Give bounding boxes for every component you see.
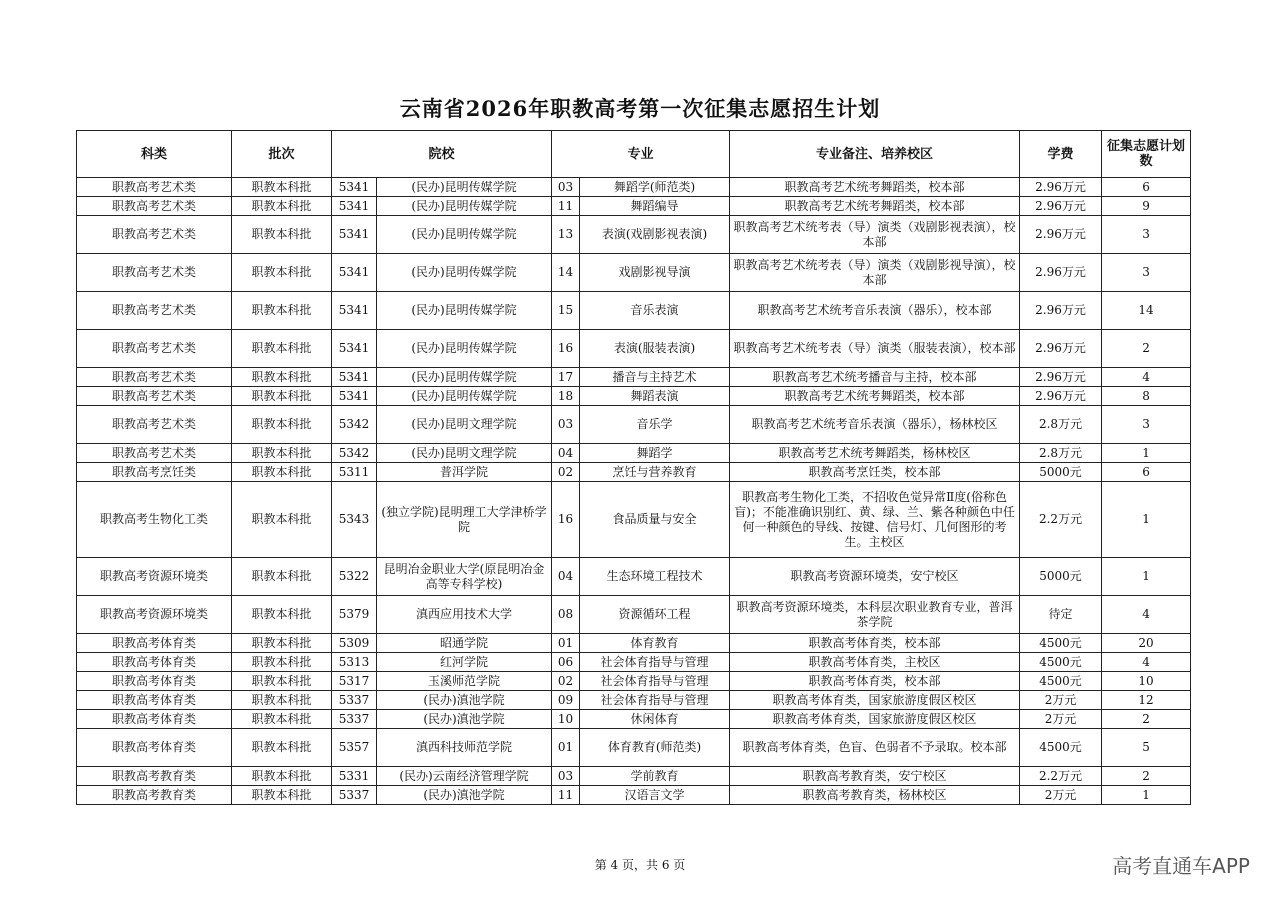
- cell-school-code: 5311: [332, 463, 377, 482]
- cell-notes: 职教高考艺术统考舞蹈类，校本部: [730, 178, 1020, 197]
- cell-school-code: 5342: [332, 444, 377, 463]
- cell-school-code: 5337: [332, 710, 377, 729]
- cell-fee: 2万元: [1020, 710, 1102, 729]
- cell-plan-count: 3: [1102, 216, 1191, 254]
- cell-major-code: 15: [552, 292, 580, 330]
- cell-major-code: 01: [552, 634, 580, 653]
- cell-school-code: 5309: [332, 634, 377, 653]
- table-row: [77, 254, 1191, 292]
- cell-batch: 职教本科批: [232, 292, 332, 330]
- cell-fee: 2.2万元: [1020, 767, 1102, 786]
- cell-school-name: 普洱学院: [377, 463, 552, 482]
- cell-major-name: 资源循环工程: [580, 596, 730, 634]
- cell-major-name: 舞蹈学(师范类): [580, 178, 730, 197]
- cell-school-name: 昭通学院: [377, 634, 552, 653]
- table-row: [77, 482, 1191, 558]
- cell-category: 职教高考资源环境类: [77, 596, 232, 634]
- header-fee: 学费: [1020, 131, 1102, 178]
- cell-batch: 职教本科批: [232, 634, 332, 653]
- cell-school-name: (民办)昆明传媒学院: [377, 292, 552, 330]
- cell-notes: 职教高考教育类，安宁校区: [730, 767, 1020, 786]
- cell-batch: 职教本科批: [232, 254, 332, 292]
- cell-fee: 2.8万元: [1020, 444, 1102, 463]
- cell-major-code: 01: [552, 729, 580, 767]
- cell-plan-count: 2: [1102, 767, 1191, 786]
- cell-fee: 4500元: [1020, 672, 1102, 691]
- cell-plan-count: 1: [1102, 786, 1191, 805]
- cell-category: 职教高考艺术类: [77, 216, 232, 254]
- table-row: [77, 368, 1191, 387]
- cell-batch: 职教本科批: [232, 387, 332, 406]
- table-row: [77, 786, 1191, 805]
- table-row: [77, 197, 1191, 216]
- table-row: [77, 767, 1191, 786]
- cell-major-name: 体育教育(师范类): [580, 729, 730, 767]
- cell-major-name: 舞蹈表演: [580, 387, 730, 406]
- cell-school-name: 滇西应用技术大学: [377, 596, 552, 634]
- cell-fee: 4500元: [1020, 729, 1102, 767]
- cell-major-name: 食品质量与安全: [580, 482, 730, 558]
- cell-category: 职教高考教育类: [77, 767, 232, 786]
- cell-plan-count: 3: [1102, 406, 1191, 444]
- cell-category: 职教高考艺术类: [77, 254, 232, 292]
- cell-fee: 2.96万元: [1020, 368, 1102, 387]
- cell-school-code: 5331: [332, 767, 377, 786]
- cell-school-name: (民办)昆明传媒学院: [377, 254, 552, 292]
- cell-school-code: 5341: [332, 292, 377, 330]
- cell-batch: 职教本科批: [232, 178, 332, 197]
- cell-batch: 职教本科批: [232, 406, 332, 444]
- table-row: [77, 444, 1191, 463]
- cell-category: 职教高考艺术类: [77, 406, 232, 444]
- cell-school-name: (民办)昆明传媒学院: [377, 387, 552, 406]
- table-row: [77, 596, 1191, 634]
- cell-notes: 职教高考艺术统考舞蹈类，杨林校区: [730, 444, 1020, 463]
- cell-notes: 职教高考烹饪类，校本部: [730, 463, 1020, 482]
- cell-major-code: 16: [552, 330, 580, 368]
- cell-major-name: 休闲体育: [580, 710, 730, 729]
- cell-plan-count: 8: [1102, 387, 1191, 406]
- cell-school-name: (民办)昆明文理学院: [377, 406, 552, 444]
- cell-school-code: 5341: [332, 178, 377, 197]
- cell-fee: 2.96万元: [1020, 292, 1102, 330]
- cell-category: 职教高考艺术类: [77, 330, 232, 368]
- cell-major-code: 11: [552, 197, 580, 216]
- cell-major-name: 戏剧影视导演: [580, 254, 730, 292]
- cell-notes: 职教高考艺术统考音乐表演（器乐），校本部: [730, 292, 1020, 330]
- cell-category: 职教高考资源环境类: [77, 558, 232, 596]
- cell-fee: 2.96万元: [1020, 197, 1102, 216]
- cell-major-name: 社会体育指导与管理: [580, 691, 730, 710]
- cell-major-name: 音乐表演: [580, 292, 730, 330]
- watermark: 高考直通车APP: [1112, 854, 1250, 878]
- table-row: [77, 178, 1191, 197]
- table-row: [77, 387, 1191, 406]
- cell-plan-count: 4: [1102, 596, 1191, 634]
- header-major: 专业: [552, 131, 730, 178]
- cell-plan-count: 4: [1102, 368, 1191, 387]
- table-row: [77, 691, 1191, 710]
- cell-plan-count: 2: [1102, 710, 1191, 729]
- cell-plan-count: 10: [1102, 672, 1191, 691]
- cell-batch: 职教本科批: [232, 197, 332, 216]
- cell-fee: 2.96万元: [1020, 330, 1102, 368]
- cell-school-code: 5341: [332, 197, 377, 216]
- cell-major-name: 烹饪与营养教育: [580, 463, 730, 482]
- header-category: 科类: [77, 131, 232, 178]
- cell-major-code: 16: [552, 482, 580, 558]
- cell-notes: 职教高考体育类，校本部: [730, 634, 1020, 653]
- page-number: 第 4 页，共 6 页: [594, 858, 686, 872]
- cell-category: 职教高考艺术类: [77, 368, 232, 387]
- cell-notes: 职教高考艺术统考表（导）演类（戏剧影视导演），校本部: [730, 254, 1020, 292]
- cell-fee: 2.96万元: [1020, 216, 1102, 254]
- cell-notes: 职教高考生物化工类，不招收色觉异常Ⅱ度(俗称色盲)；不能准确识别红、黄、绿、兰、紫各种颜色中任何一种颜色的导线、按键、信号灯、几何图形的考生。主校区: [730, 482, 1020, 558]
- cell-plan-count: 1: [1102, 444, 1191, 463]
- cell-category: 职教高考教育类: [77, 786, 232, 805]
- cell-notes: 职教高考体育类，国家旅游度假区校区: [730, 710, 1020, 729]
- cell-notes: 职教高考艺术统考播音与主持，校本部: [730, 368, 1020, 387]
- cell-fee: 待定: [1020, 596, 1102, 634]
- table-row: [77, 292, 1191, 330]
- cell-major-name: 社会体育指导与管理: [580, 672, 730, 691]
- cell-major-name: 舞蹈编导: [580, 197, 730, 216]
- cell-plan-count: 1: [1102, 482, 1191, 558]
- cell-school-name: (民办)滇池学院: [377, 691, 552, 710]
- cell-plan-count: 3: [1102, 254, 1191, 292]
- cell-major-name: 汉语言文学: [580, 786, 730, 805]
- cell-school-code: 5341: [332, 216, 377, 254]
- cell-category: 职教高考艺术类: [77, 178, 232, 197]
- cell-batch: 职教本科批: [232, 482, 332, 558]
- cell-school-code: 5337: [332, 786, 377, 805]
- cell-plan-count: 6: [1102, 463, 1191, 482]
- cell-category: 职教高考艺术类: [77, 292, 232, 330]
- cell-school-name: 红河学院: [377, 653, 552, 672]
- cell-category: 职教高考体育类: [77, 653, 232, 672]
- cell-notes: 职教高考艺术统考舞蹈类，校本部: [730, 387, 1020, 406]
- cell-notes: 职教高考艺术统考表（导）演类（服装表演），校本部: [730, 330, 1020, 368]
- cell-batch: 职教本科批: [232, 444, 332, 463]
- cell-batch: 职教本科批: [232, 710, 332, 729]
- cell-notes: 职教高考艺术统考音乐表演（器乐），杨林校区: [730, 406, 1020, 444]
- cell-fee: 5000元: [1020, 558, 1102, 596]
- cell-category: 职教高考艺术类: [77, 387, 232, 406]
- cell-major-code: 13: [552, 216, 580, 254]
- cell-major-code: 02: [552, 463, 580, 482]
- table-row: [77, 558, 1191, 596]
- cell-major-code: 14: [552, 254, 580, 292]
- cell-school-code: 5357: [332, 729, 377, 767]
- cell-fee: 2.2万元: [1020, 482, 1102, 558]
- cell-school-code: 5341: [332, 330, 377, 368]
- cell-category: 职教高考生物化工类: [77, 482, 232, 558]
- cell-school-name: (民办)滇池学院: [377, 710, 552, 729]
- cell-major-name: 表演(戏剧影视表演): [580, 216, 730, 254]
- cell-major-name: 学前教育: [580, 767, 730, 786]
- cell-fee: 2万元: [1020, 691, 1102, 710]
- cell-major-code: 03: [552, 178, 580, 197]
- cell-school-code: 5337: [332, 691, 377, 710]
- cell-notes: 职教高考艺术统考表（导）演类（戏剧影视表演），校本部: [730, 216, 1020, 254]
- cell-batch: 职教本科批: [232, 729, 332, 767]
- cell-school-name: (民办)昆明传媒学院: [377, 178, 552, 197]
- cell-fee: 2.96万元: [1020, 254, 1102, 292]
- cell-category: 职教高考体育类: [77, 729, 232, 767]
- table-body: [77, 178, 1191, 805]
- cell-major-name: 表演(服装表演): [580, 330, 730, 368]
- cell-plan-count: 2: [1102, 330, 1191, 368]
- cell-major-code: 02: [552, 672, 580, 691]
- header-batch: 批次: [232, 131, 332, 178]
- cell-plan-count: 1: [1102, 558, 1191, 596]
- cell-school-code: 5322: [332, 558, 377, 596]
- cell-batch: 职教本科批: [232, 691, 332, 710]
- cell-school-code: 5341: [332, 387, 377, 406]
- cell-major-name: 体育教育: [580, 634, 730, 653]
- cell-batch: 职教本科批: [232, 672, 332, 691]
- cell-batch: 职教本科批: [232, 216, 332, 254]
- table-row: [77, 653, 1191, 672]
- cell-plan-count: 5: [1102, 729, 1191, 767]
- cell-school-name: (民办)昆明传媒学院: [377, 330, 552, 368]
- table-row: [77, 672, 1191, 691]
- cell-batch: 职教本科批: [232, 463, 332, 482]
- cell-school-name: (民办)昆明传媒学院: [377, 197, 552, 216]
- cell-batch: 职教本科批: [232, 558, 332, 596]
- cell-major-name: 播音与主持艺术: [580, 368, 730, 387]
- cell-notes: 职教高考体育类，校本部: [730, 672, 1020, 691]
- cell-batch: 职教本科批: [232, 767, 332, 786]
- table-row: [77, 634, 1191, 653]
- cell-fee: 2.8万元: [1020, 406, 1102, 444]
- cell-plan-count: 12: [1102, 691, 1191, 710]
- cell-school-code: 5343: [332, 482, 377, 558]
- cell-school-name: 昆明冶金职业大学(原昆明冶金高等专科学校): [377, 558, 552, 596]
- cell-notes: 职教高考教育类，杨林校区: [730, 786, 1020, 805]
- table-row: [77, 463, 1191, 482]
- cell-plan-count: 20: [1102, 634, 1191, 653]
- cell-batch: 职教本科批: [232, 596, 332, 634]
- cell-plan-count: 4: [1102, 653, 1191, 672]
- cell-school-code: 5313: [332, 653, 377, 672]
- cell-major-code: 04: [552, 444, 580, 463]
- cell-major-name: 生态环境工程技术: [580, 558, 730, 596]
- cell-category: 职教高考艺术类: [77, 444, 232, 463]
- cell-notes: 职教高考体育类，色盲、色弱者不予录取。校本部: [730, 729, 1020, 767]
- cell-major-code: 03: [552, 767, 580, 786]
- cell-major-name: 音乐学: [580, 406, 730, 444]
- cell-notes: 职教高考资源环境类，安宁校区: [730, 558, 1020, 596]
- cell-notes: 职教高考艺术统考舞蹈类，校本部: [730, 197, 1020, 216]
- table-header-row: [77, 131, 1191, 178]
- cell-fee: 2万元: [1020, 786, 1102, 805]
- cell-plan-count: 14: [1102, 292, 1191, 330]
- cell-batch: 职教本科批: [232, 368, 332, 387]
- cell-major-code: 06: [552, 653, 580, 672]
- cell-plan-count: 9: [1102, 197, 1191, 216]
- cell-major-name: 社会体育指导与管理: [580, 653, 730, 672]
- document-title: 云南省2026年职教高考第一次征集志愿招生计划: [399, 96, 881, 121]
- cell-major-code: 11: [552, 786, 580, 805]
- cell-notes: 职教高考体育类，主校区: [730, 653, 1020, 672]
- cell-school-code: 5341: [332, 254, 377, 292]
- cell-school-code: 5379: [332, 596, 377, 634]
- cell-notes: 职教高考体育类，国家旅游度假区校区: [730, 691, 1020, 710]
- cell-batch: 职教本科批: [232, 330, 332, 368]
- cell-fee: 2.96万元: [1020, 178, 1102, 197]
- cell-fee: 5000元: [1020, 463, 1102, 482]
- cell-school-name: (民办)昆明传媒学院: [377, 368, 552, 387]
- cell-notes: 职教高考资源环境类，本科层次职业教育专业，普洱茶学院: [730, 596, 1020, 634]
- header-notes: 专业备注、培养校区: [730, 131, 1020, 178]
- cell-major-code: 03: [552, 406, 580, 444]
- cell-major-code: 08: [552, 596, 580, 634]
- table-row: [77, 330, 1191, 368]
- table-row: [77, 216, 1191, 254]
- cell-major-code: 18: [552, 387, 580, 406]
- header-school: 院校: [332, 131, 552, 178]
- cell-major-code: 17: [552, 368, 580, 387]
- cell-batch: 职教本科批: [232, 653, 332, 672]
- cell-fee: 4500元: [1020, 653, 1102, 672]
- table-row: [77, 710, 1191, 729]
- cell-major-name: 舞蹈学: [580, 444, 730, 463]
- cell-school-code: 5317: [332, 672, 377, 691]
- cell-school-name: 玉溪师范学院: [377, 672, 552, 691]
- cell-category: 职教高考体育类: [77, 634, 232, 653]
- cell-school-name: (民办)滇池学院: [377, 786, 552, 805]
- cell-plan-count: 6: [1102, 178, 1191, 197]
- cell-major-code: 10: [552, 710, 580, 729]
- enrollment-plan-table: [76, 130, 1191, 805]
- cell-school-code: 5342: [332, 406, 377, 444]
- cell-category: 职教高考体育类: [77, 691, 232, 710]
- cell-fee: 2.96万元: [1020, 387, 1102, 406]
- cell-school-name: (民办)昆明文理学院: [377, 444, 552, 463]
- cell-category: 职教高考体育类: [77, 710, 232, 729]
- cell-category: 职教高考艺术类: [77, 197, 232, 216]
- cell-major-code: 04: [552, 558, 580, 596]
- cell-fee: 4500元: [1020, 634, 1102, 653]
- cell-school-name: (民办)云南经济管理学院: [377, 767, 552, 786]
- cell-batch: 职教本科批: [232, 786, 332, 805]
- table-row: [77, 729, 1191, 767]
- cell-school-name: (独立学院)昆明理工大学津桥学院: [377, 482, 552, 558]
- table-row: [77, 406, 1191, 444]
- cell-school-name: (民办)昆明传媒学院: [377, 216, 552, 254]
- header-plan: 征集志愿计划数: [1102, 131, 1191, 178]
- cell-category: 职教高考体育类: [77, 672, 232, 691]
- cell-school-code: 5341: [332, 368, 377, 387]
- cell-school-name: 滇西科技师范学院: [377, 729, 552, 767]
- cell-major-code: 09: [552, 691, 580, 710]
- cell-category: 职教高考烹饪类: [77, 463, 232, 482]
